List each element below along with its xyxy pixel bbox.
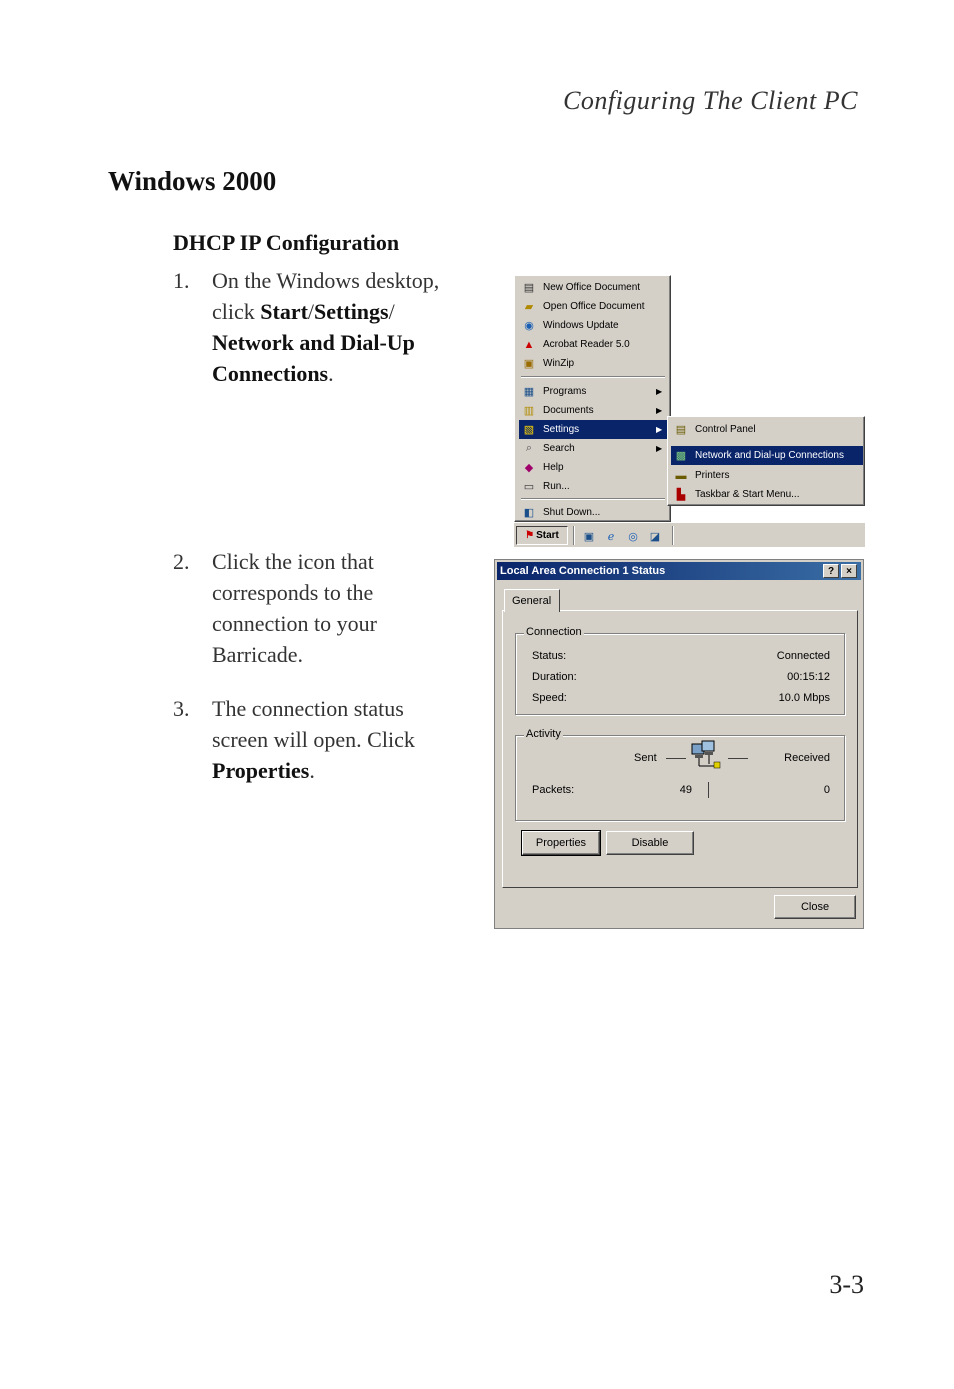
connection-group-label: Connection	[526, 626, 582, 638]
close-x-button[interactable]: ×	[841, 564, 857, 578]
menu-separator	[521, 498, 665, 500]
shutdown-icon: ◧	[523, 507, 535, 519]
packets-received-value: 0	[823, 784, 830, 796]
search-icon: ⌕	[525, 442, 533, 454]
menu-item-windows-update[interactable]: ◉ Windows Update	[519, 316, 667, 335]
submenu-arrow-icon: ▶	[656, 444, 663, 453]
duration-label: Duration:	[532, 671, 577, 683]
received-line	[728, 758, 748, 759]
step-number: 3.	[173, 696, 190, 721]
running-header: Configuring The Client PC	[563, 86, 858, 115]
help-icon: ◆	[524, 462, 534, 474]
programs-icon: ▦	[523, 386, 535, 398]
menu-separator	[521, 376, 665, 378]
dialog-title: Local Area Connection 1 Status	[500, 565, 666, 577]
show-desktop-icon[interactable]: ▣	[583, 530, 595, 543]
help-button[interactable]: ?	[823, 564, 839, 578]
menu-item-shut-down[interactable]: ◧ Shut Down...	[519, 503, 667, 522]
status-label: Status:	[532, 650, 567, 662]
step-text: On the Windows desktop, click Start/Settings/ Network and Dial-Up Connections.	[212, 268, 440, 386]
run-icon: ▭	[523, 481, 535, 493]
disable-button[interactable]: Disable	[606, 831, 694, 855]
menu-item-acrobat-reader[interactable]: ▲ Acrobat Reader 5.0	[519, 335, 667, 354]
packets-sent-value: 49	[679, 784, 692, 796]
submenu-arrow-icon: ▶	[656, 387, 663, 396]
submenu-item-taskbar-start-menu[interactable]: ▙ Taskbar & Start Menu...	[671, 485, 863, 504]
submenu-arrow-icon: ▶	[656, 425, 663, 434]
status-value: Connected	[776, 650, 830, 662]
section-title: Windows 2000	[108, 166, 277, 196]
internet-explorer-icon[interactable]: ℯ	[607, 530, 615, 543]
activity-group-label: Activity	[526, 728, 561, 740]
start-button[interactable]: ⚑ Start	[516, 526, 568, 545]
windows-logo-icon: ⚑	[525, 530, 535, 541]
speed-value: 10.0 Mbps	[778, 692, 830, 704]
step-number: 1.	[173, 268, 190, 293]
network-activity-icon	[690, 740, 724, 774]
winzip-icon: ▣	[523, 358, 535, 370]
menu-item-new-office-document[interactable]: ▤ New Office Document	[519, 278, 667, 297]
taskbar-divider	[573, 526, 575, 545]
submenu-item-network-connections[interactable]: ▩ Network and Dial-up Connections	[671, 446, 863, 465]
outlook-icon[interactable]: ◎	[628, 530, 638, 543]
properties-button[interactable]: Properties	[522, 831, 600, 855]
submenu-arrow-icon: ▶	[656, 406, 663, 415]
duration-value: 00:15:12	[787, 671, 830, 683]
step-1	[173, 265, 463, 395]
globe-icon: ◉	[524, 320, 534, 332]
connection-status-dialog	[494, 559, 864, 929]
dialog-titlebar	[497, 562, 861, 580]
network-icon: ▩	[675, 450, 687, 462]
menu-item-documents[interactable]: ▥ Documents ▶	[519, 401, 667, 420]
control-panel-icon: ▤	[675, 424, 687, 436]
step-2	[173, 546, 463, 676]
media-player-icon[interactable]: ◪	[649, 530, 661, 543]
packets-divider	[708, 782, 709, 798]
menu-item-help[interactable]: ◆ Help	[519, 458, 667, 477]
speed-label: Speed:	[532, 692, 567, 704]
step-text: The connection status screen will open. Click Properties.	[212, 696, 415, 783]
close-button[interactable]: Close	[774, 895, 856, 919]
start-menu	[514, 275, 671, 522]
submenu-item-control-panel[interactable]: ▤ Control Panel	[671, 420, 863, 439]
page-number: 3-3	[829, 1270, 864, 1299]
step-3	[173, 693, 463, 793]
connection-groupbox	[515, 626, 845, 715]
subsection-title: DHCP IP Configuration	[173, 230, 400, 255]
step-text: Click the icon that corresponds to the connection to your Barricade.	[212, 549, 377, 667]
sent-label: Sent	[634, 752, 657, 764]
menu-item-open-office-document[interactable]: ▰ Open Office Document	[519, 297, 667, 316]
menu-item-settings[interactable]: ▧ Settings ▶	[519, 420, 667, 439]
documents-icon: ▥	[523, 405, 535, 417]
received-label: Received	[784, 752, 830, 764]
menu-item-search[interactable]: ⌕ Search ▶	[519, 439, 667, 458]
menu-item-run[interactable]: ▭ Run...	[519, 477, 667, 496]
settings-submenu	[667, 416, 865, 506]
taskbar	[514, 522, 865, 547]
open-folder-icon: ▰	[524, 301, 534, 313]
tab-panel	[502, 610, 858, 888]
activity-groupbox	[515, 728, 845, 821]
acrobat-icon: ▲	[523, 338, 535, 351]
office-doc-icon: ▤	[523, 282, 535, 294]
printer-icon: ▬	[675, 469, 687, 482]
sent-line	[666, 758, 686, 759]
start-menu-screenshot	[514, 275, 865, 547]
taskbar-divider	[672, 526, 674, 545]
settings-icon: ▧	[523, 424, 535, 436]
tab-general[interactable]: General	[504, 589, 560, 612]
menu-item-programs[interactable]: ▦ Programs ▶	[519, 382, 667, 401]
taskbar-icon: ▙	[676, 489, 686, 501]
menu-item-winzip[interactable]: ▣ WinZip	[519, 354, 667, 373]
step-number: 2.	[173, 549, 190, 574]
submenu-item-printers[interactable]: ▬ Printers	[671, 466, 863, 485]
packets-label: Packets:	[532, 784, 575, 796]
